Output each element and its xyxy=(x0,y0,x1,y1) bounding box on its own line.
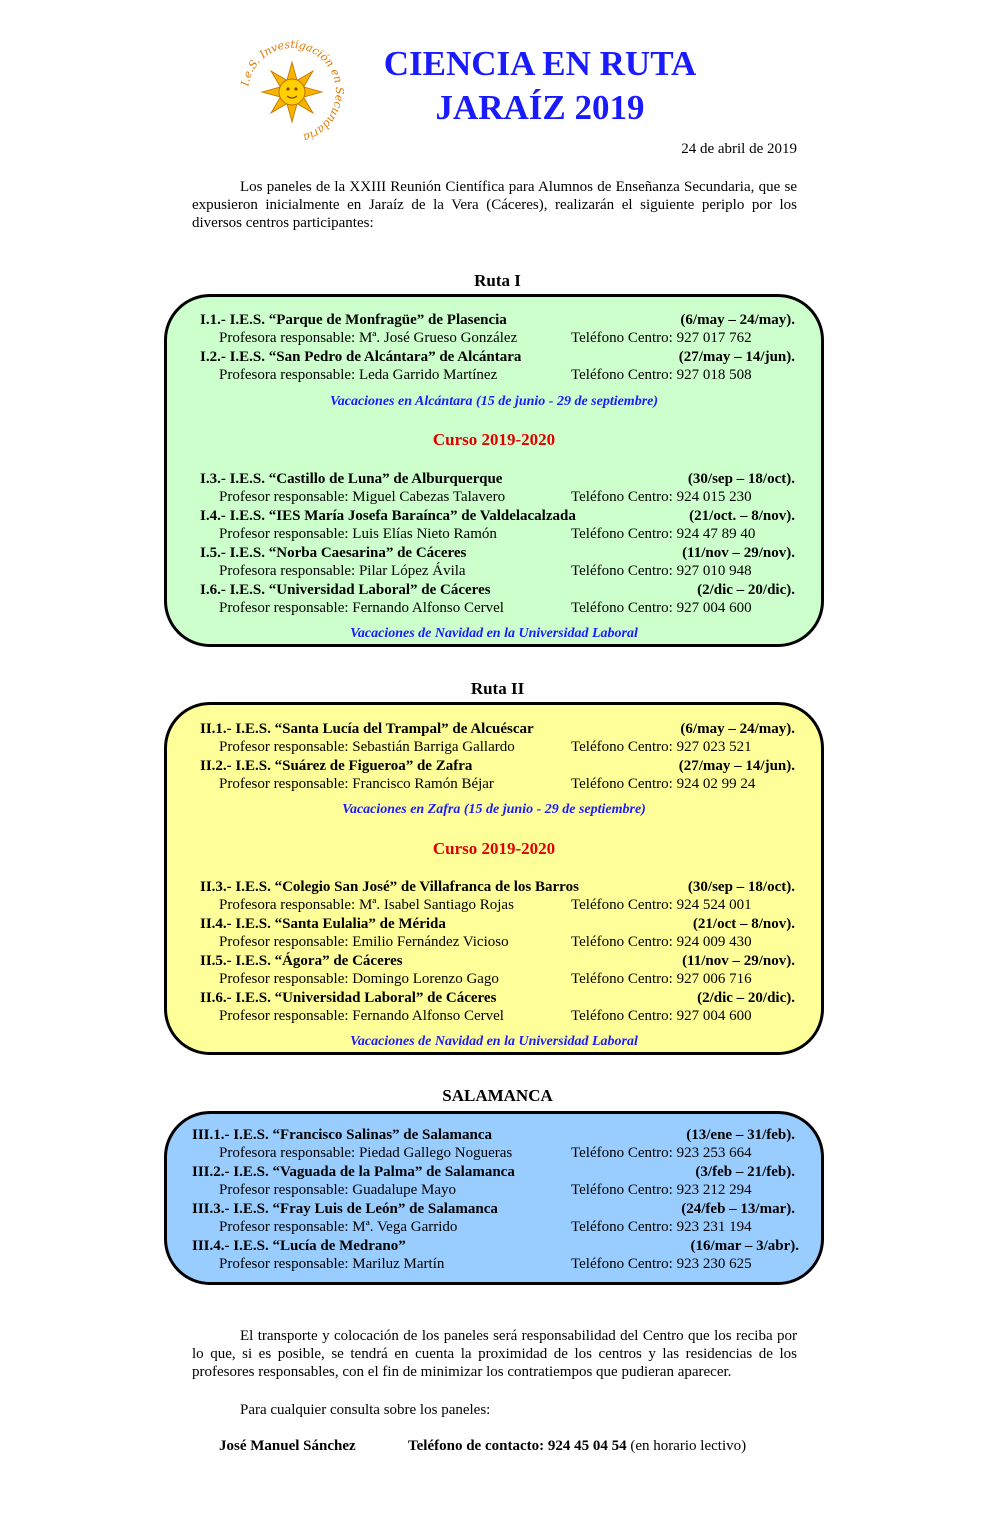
vacation-note: Vacaciones de Navidad en la Universidad Laboral xyxy=(350,626,638,641)
entry-professor: Profesor responsable: Fernando Alfonso Cervel xyxy=(219,600,504,616)
closing-paragraph: El transporte y colocación de los paneles será responsabilidad del Centro que los reciba por lo que, si es posible, se tendrá en cuenta la proximidad de los centros y las residencias de los profesores responsables, con el fin de minimizar los contratiempos que pudieran aparecer. xyxy=(192,1328,797,1380)
entry-dates: (11/nov – 29/nov). xyxy=(682,953,795,969)
ruta2-box xyxy=(164,702,824,1055)
entry-dates: (27/may – 14/jun). xyxy=(678,349,795,365)
entry-phone: Teléfono Centro: 923 230 625 xyxy=(571,1256,752,1272)
entry-professor: Profesora responsable: Pilar López Ávila xyxy=(219,563,466,579)
entry-dates: (2/dic – 20/dic). xyxy=(697,582,795,598)
entry-professor: Profesor responsable: Mariluz Martín xyxy=(219,1256,445,1272)
entry-title: II.5.- I.E.S. “Ágora” de Cáceres xyxy=(200,953,403,969)
contact-name: José Manuel Sánchez xyxy=(219,1438,356,1454)
entry-phone: Teléfono Centro: 923 231 194 xyxy=(571,1219,752,1235)
entry-phone: Teléfono Centro: 927 018 508 xyxy=(571,367,752,383)
entry-dates: (16/mar – 3/abr). xyxy=(690,1238,799,1254)
entry-phone: Teléfono Centro: 924 02 99 24 xyxy=(571,776,756,792)
entry-dates: (30/sep – 18/oct). xyxy=(687,879,795,895)
entry-dates: (24/feb – 13/mar). xyxy=(681,1201,795,1217)
entry-title: I.5.- I.E.S. “Norba Caesarina” de Cáceres xyxy=(200,545,467,561)
entry-professor: Profesor responsable: Domingo Lorenzo Gago xyxy=(219,971,499,987)
page-title-line1: CIENCIA EN RUTA xyxy=(383,44,697,83)
salamanca-title: SALAMANCA xyxy=(442,1086,553,1105)
entry-title: II.1.- I.E.S. “Santa Lucía del Trampal” de Alcuéscar xyxy=(200,721,534,737)
entry-professor: Profesora responsable: Piedad Gallego Nogueras xyxy=(219,1145,513,1161)
entry-title: I.2.- I.E.S. “San Pedro de Alcántara” de Alcántara xyxy=(200,349,522,365)
entry-title: III.1.- I.E.S. “Francisco Salinas” de Salamanca xyxy=(192,1127,493,1143)
entry-professor: Profesora responsable: Mª. José Grueso González xyxy=(219,330,518,346)
entry-professor: Profesora responsable: Leda Garrido Martínez xyxy=(219,367,498,383)
entry-title: III.4.- I.E.S. “Lucía de Medrano” xyxy=(192,1238,406,1254)
entry-professor: Profesor responsable: Miguel Cabezas Talavero xyxy=(219,489,506,505)
entry-dates: (21/oct. – 8/nov). xyxy=(689,508,795,524)
curso-heading: Curso 2019-2020 xyxy=(432,839,556,858)
entry-title: II.6.- I.E.S. “Universidad Laboral” de Cáceres xyxy=(200,990,497,1006)
entry-dates: (3/feb – 21/feb). xyxy=(695,1164,795,1180)
entry-phone: Teléfono Centro: 924 009 430 xyxy=(571,934,752,950)
entry-professor: Profesor responsable: Guadalupe Mayo xyxy=(219,1182,457,1198)
contact-phone: Teléfono de contacto: 924 45 04 54 xyxy=(408,1438,627,1454)
entry-phone: Teléfono Centro: 927 006 716 xyxy=(571,971,752,987)
entry-dates: (30/sep – 18/oct). xyxy=(687,471,795,487)
entry-phone: Teléfono Centro: 927 004 600 xyxy=(571,1008,752,1024)
entry-dates: (6/may – 24/may). xyxy=(680,312,795,328)
entry-phone: Teléfono Centro: 923 212 294 xyxy=(571,1182,752,1198)
contact-note: (en horario lectivo) xyxy=(630,1438,747,1454)
intro-paragraph: Los paneles de la XXIII Reunión Científica para Alumnos de Enseñanza Secundaria, que se expusieron inicialmente en Jaraíz de la Vera (Cáceres), realizarán el siguiente periplo por los diversos centros participantes: xyxy=(192,179,797,231)
entry-dates: (2/dic – 20/dic). xyxy=(697,990,795,1006)
entry-professor: Profesor responsable: Sebastián Barriga Gallardo xyxy=(219,739,515,755)
entry-dates: (27/may – 14/jun). xyxy=(678,758,795,774)
consult-line: Para cualquier consulta sobre los paneles: xyxy=(240,1402,491,1418)
entry-phone: Teléfono Centro: 927 004 600 xyxy=(571,600,752,616)
vacation-note: Vacaciones en Alcántara (15 de junio - 29 de septiembre) xyxy=(329,394,659,409)
entry-dates: (6/may – 24/may). xyxy=(680,721,795,737)
curso-heading: Curso 2019-2020 xyxy=(432,430,556,449)
entry-title: I.3.- I.E.S. “Castillo de Luna” de Alburquerque xyxy=(200,471,503,487)
entry-dates: (11/nov – 29/nov). xyxy=(682,545,795,561)
entry-title: I.6.- I.E.S. “Universidad Laboral” de Cáceres xyxy=(200,582,491,598)
entry-title: III.2.- I.E.S. “Vaguada de la Palma” de Salamanca xyxy=(192,1164,515,1180)
document-date: 24 de abril de 2019 xyxy=(681,141,797,157)
entry-title: I.1.- I.E.S. “Parque de Monfragüe” de Plasencia xyxy=(200,312,507,328)
entry-phone: Teléfono Centro: 924 524 001 xyxy=(571,897,752,913)
salamanca-box xyxy=(164,1111,824,1285)
entry-phone: Teléfono Centro: 927 010 948 xyxy=(571,563,752,579)
entry-phone: Teléfono Centro: 924 47 89 40 xyxy=(571,526,756,542)
entry-title: II.2.- I.E.S. “Suárez de Figueroa” de Zafra xyxy=(200,758,473,774)
entry-professor: Profesor responsable: Francisco Ramón Béjar xyxy=(219,776,494,792)
entry-title: III.3.- I.E.S. “Fray Luis de León” de Salamanca xyxy=(192,1201,498,1217)
entry-professor: Profesor responsable: Fernando Alfonso Cervel xyxy=(219,1008,504,1024)
entry-dates: (21/oct – 8/nov). xyxy=(692,916,795,932)
ruta1-title: Ruta I xyxy=(474,271,521,290)
vacation-note: Vacaciones de Navidad en la Universidad Laboral xyxy=(350,1034,638,1049)
entry-professor: Profesor responsable: Luis Elías Nieto Ramón xyxy=(219,526,497,542)
entry-title: II.4.- I.E.S. “Santa Eulalia” de Mérida xyxy=(200,916,446,932)
entry-phone: Teléfono Centro: 923 253 664 xyxy=(571,1145,752,1161)
contact-info xyxy=(408,1438,746,1455)
entry-title: II.3.- I.E.S. “Colegio San José” de Villafranca de los Barros xyxy=(200,879,579,895)
ruta2-title: Ruta II xyxy=(470,679,525,698)
entry-professor: Profesor responsable: Mª. Vega Garrido xyxy=(219,1219,458,1235)
entry-phone: Teléfono Centro: 927 023 521 xyxy=(571,739,752,755)
page-title-line2: JARAÍZ 2019 xyxy=(435,88,645,127)
entry-professor: Profesor responsable: Emilio Fernández Vicioso xyxy=(219,934,509,950)
entry-dates: (13/ene – 31/feb). xyxy=(686,1127,795,1143)
ruta1-box xyxy=(164,294,824,647)
entry-phone: Teléfono Centro: 927 017 762 xyxy=(571,330,752,346)
entry-title: I.4.- I.E.S. “IES María Josefa Baraínca” de Valdelacalzada xyxy=(200,508,576,524)
entry-professor: Profesora responsable: Mª. Isabel Santiago Rojas xyxy=(219,897,514,913)
svg-text:I.e.S. Investigación en Secund: .e.S. Investigación en cundaria xyxy=(240,40,344,144)
vacation-note: Vacaciones en Zafra (15 de junio - 29 de septiembre) xyxy=(342,802,646,817)
entry-phone: Teléfono Centro: 924 015 230 xyxy=(571,489,752,505)
